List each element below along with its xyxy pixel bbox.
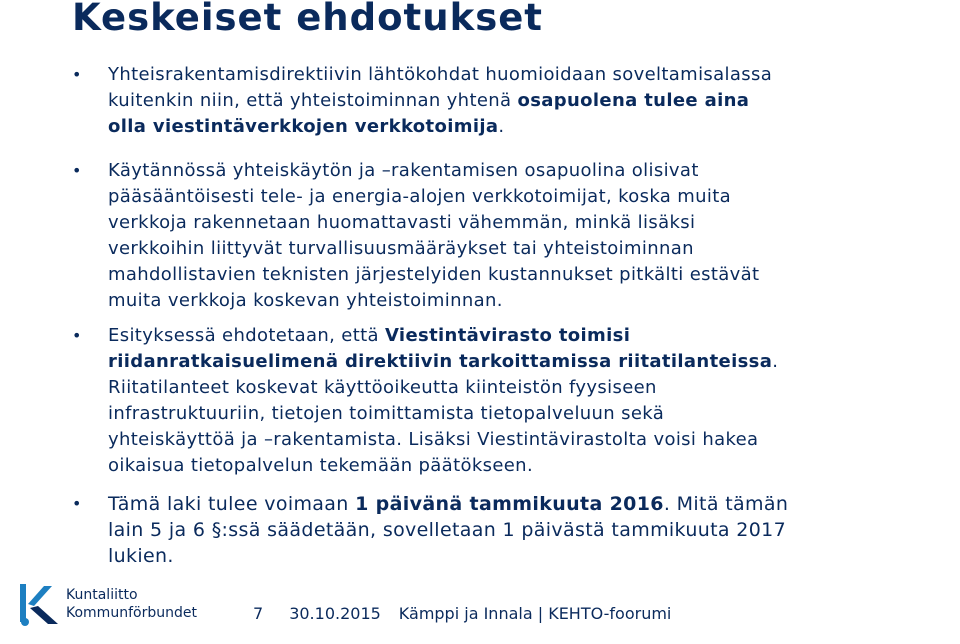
footer-text: Kämppi ja Innala | KEHTO-foorumi	[398, 604, 672, 623]
bullet-line: mahdollistavien teknisten järjestelyiden kustannukset pitkälti estävät	[108, 264, 760, 285]
bullet-line: Riitatilanteet koskevat käyttöoikeutta kiinteistön fyysiseen	[108, 377, 657, 398]
bullet-line	[108, 349, 940, 375]
bullet-item	[72, 158, 940, 314]
bullet-line: verkkoihin liittyvät turvallisuusmääräykset tai yhteistoiminnan	[108, 238, 694, 259]
bullet-line: verkkoja rakennetaan huomattavasti vähemmän, minkä lisäksi	[108, 212, 696, 233]
bullet-line: pääsääntöisesti tele- ja energia-alojen verkkotoimijat, koska muita	[108, 186, 732, 207]
bullet-line: Yhteisrakentamisdirektiivin lähtökohdat huomioidaan soveltamisalassa	[108, 64, 773, 85]
text-run-bold: olla viestintäverkkojen verkkotoimija	[108, 116, 499, 137]
bullet-line	[108, 88, 940, 114]
bullet-line: yhteiskäyttöä ja –rakentamista. Lisäksi Viestintävirastolta voisi hakea	[108, 429, 759, 450]
page-number: 7	[253, 604, 264, 623]
bullet-line	[108, 491, 940, 517]
slide-title: Keskeiset ehdotukset	[72, 0, 543, 39]
footer-date: 30.10.2015	[289, 604, 381, 623]
logo-line-2: Kommunförbundet	[66, 605, 197, 621]
bullet-line	[108, 114, 940, 140]
logo-text	[66, 586, 197, 622]
bullet-dot-icon: •	[72, 161, 82, 180]
text-run-bold: 1 päivänä tammikuuta 2016	[355, 493, 664, 515]
text-run: Tämä laki tulee voimaan	[108, 493, 356, 515]
text-run: .	[498, 116, 505, 137]
bullet-line: lukien.	[108, 545, 174, 567]
bullet-line: muita verkkoja koskevan yhteistoiminnan.	[108, 290, 503, 311]
bullet-line	[108, 323, 940, 349]
text-run: . Mitä tämän	[663, 493, 789, 515]
bullet-dot-icon: •	[72, 494, 82, 513]
text-run: kuitenkin niin, että yhteistoiminnan yhtenä	[108, 90, 518, 111]
bullet-line: oikaisua tietopalvelun tekemään päätökseen.	[108, 455, 534, 476]
bullet-dot-icon: •	[72, 65, 82, 84]
text-run-bold: Viestintävirasto toimisi	[384, 325, 631, 346]
text-run-bold: riidanratkaisuelimenä direktiivin tarkoittamissa riitatilanteissa	[108, 351, 773, 372]
kuntaliitto-logo-icon	[16, 582, 62, 628]
text-run-bold: osapuolena tulee aina	[517, 90, 750, 111]
bullet-list	[72, 62, 940, 569]
bullet-item	[72, 491, 940, 569]
slide-footer	[253, 604, 671, 623]
bullet-item	[72, 62, 940, 140]
bullet-line: infrastruktuuriin, tietojen toimittamista tietopalveluun sekä	[108, 403, 665, 424]
text-run: .	[772, 351, 779, 372]
bullet-line: lain 5 ja 6 §:ssä säädetään, sovelletaan 1 päivästä tammikuuta 2017	[108, 519, 787, 541]
bullet-dot-icon: •	[72, 326, 82, 345]
bullet-item	[72, 323, 940, 479]
bullet-line: Käytännössä yhteiskäytön ja –rakentamisen osapuolina olisivat	[108, 160, 699, 181]
logo-line-1: Kuntaliitto	[66, 587, 138, 603]
text-run: Esityksessä ehdotetaan, että	[108, 325, 385, 346]
